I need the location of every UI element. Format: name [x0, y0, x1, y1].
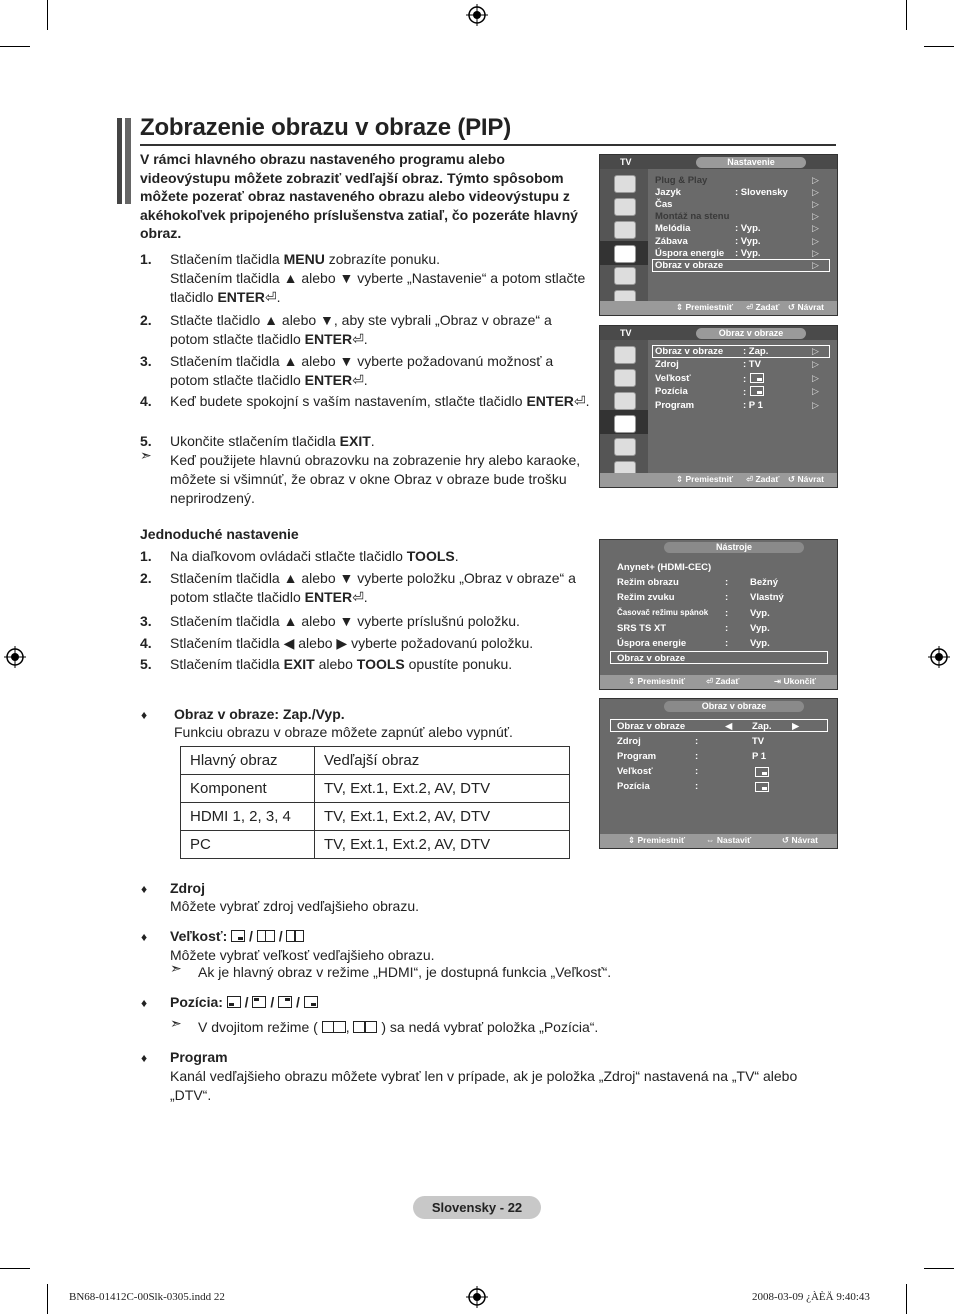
step-text: Stlačením tlačidla ▲ alebo ▼ vyberte požadovanú možnosť a potom stlačte tlačidlo ENTER⏎. [170, 353, 554, 388]
pos-top-right-icon [278, 996, 292, 1008]
osd-item-sep: : [695, 751, 699, 762]
osd-item-label: Úspora energie [655, 247, 725, 259]
osd-item-label: Čas [655, 199, 673, 211]
sound-icon [614, 369, 636, 387]
pip-inner [757, 378, 762, 381]
osd-item-label: Pozícia [617, 781, 650, 792]
osd-item-value: : TV [743, 359, 761, 371]
source-table [180, 746, 570, 859]
step-number: 3. [140, 613, 152, 629]
osd-footer [600, 675, 837, 689]
pip-size-icon [755, 767, 769, 777]
size-title: Veľkosť: [170, 928, 228, 944]
table-cell: Vedľajší obraz [315, 747, 570, 775]
osd-item-label: Časovač režimu spánok [617, 607, 709, 617]
chevron-right-icon: ▷ [812, 259, 819, 270]
note-arrow-icon: ➣ [170, 960, 182, 976]
table-cell: TV, Ext.1, Ext.2, AV, DTV [315, 803, 570, 831]
osd-item-label: SRS TS XT [617, 622, 667, 634]
table-row [181, 747, 570, 775]
osd-foot-enter: ⏎ Zadať [746, 474, 780, 484]
table-row [181, 803, 570, 831]
osd-item-value: : Vyp. [735, 223, 761, 235]
osd-foot-move: ⇕ Premiestniť [628, 835, 686, 845]
position-title-row: Pozícia: / / / [170, 993, 318, 1012]
osd-foot-move: ⇕ Premiestniť [628, 676, 686, 686]
title-divider [140, 144, 836, 146]
osd-item-label: Zdroj [655, 359, 679, 371]
print-info-left: BN68-01412C-00Slk-0305.indd 22 [69, 1291, 225, 1303]
osd-item-label: Úspora energie [617, 638, 687, 649]
osd-item-value: Bežný [750, 577, 778, 589]
osd-foot-return: ↺ Návrat [788, 474, 824, 484]
note-arrow-icon: ➣ [140, 447, 152, 463]
chevron-left-icon: ◀ [725, 721, 733, 732]
step-number: 4. [140, 393, 152, 409]
osd-selected-row [652, 259, 830, 272]
osd-foot-return: ↺ Návrat [788, 302, 824, 312]
step-text: Stlačením tlačidla ▲ alebo ▼ vyberte príslušnú položku. [170, 613, 520, 629]
table-cell: Komponent [181, 775, 315, 803]
crop-mark [924, 1268, 954, 1269]
osd-item-label: Anynet+ (HDMI-CEC) [617, 562, 712, 573]
source-title: Zdroj [170, 880, 205, 896]
osd-item-label: Obraz v obraze [655, 259, 724, 271]
osd-tab-title: Nástroje [664, 542, 804, 553]
chevron-right-icon: ▷ [812, 359, 819, 370]
program-desc: Kanál vedľajšieho obrazu môžete vybrať len v prípade, ak je položka „Zdroj“ nastavená na „TV“ alebo „DTV“. [170, 1068, 798, 1103]
osd-item-value: : P 1 [743, 399, 763, 411]
osd-pip-tools-menu [599, 698, 838, 849]
step-number: 2. [140, 312, 152, 328]
step-text: Stlačením tlačidla EXIT alebo TOOLS opustíte ponuku. [170, 656, 513, 672]
size-desc: Môžete vybrať veľkosť vedľajšieho obrazu. [170, 947, 435, 963]
table-cell: TV, Ext.1, Ext.2, AV, DTV [315, 831, 570, 859]
pos-top-left-icon [252, 996, 266, 1008]
pip-inner [762, 772, 767, 775]
osd-item-label: Montáž na stenu [655, 211, 730, 223]
osd-tv-label: TV [620, 328, 632, 338]
osd-pip-menu [599, 325, 838, 488]
step-number: 5. [140, 433, 152, 449]
bullet-icon: ♦ [141, 930, 148, 944]
bullet-icon: ♦ [141, 996, 148, 1010]
table-row [181, 831, 570, 859]
osd-footer [600, 473, 837, 487]
chevron-right-icon: ▶ [792, 721, 800, 732]
osd-foot-move: ⇕ Premiestniť [676, 302, 734, 312]
position-note-b: , [345, 1019, 350, 1035]
osd-item-sep: : [725, 577, 729, 589]
osd-item-value: TV [752, 736, 765, 747]
chevron-right-icon: ▷ [812, 199, 819, 210]
program-title: Program [170, 1049, 228, 1065]
pip-size-icon [750, 373, 764, 383]
step-text: Stlačením tlačidla ▲ alebo ▼ vyberte položku „Obraz v obraze“ a potom stlačte tlačidlo ENTER⏎. [170, 570, 576, 605]
source-desc: Môžete vybrať zdroj vedľajšieho obrazu. [170, 898, 420, 914]
position-note-c: ) sa nedá vybrať položka „Pozícia“. [381, 1019, 599, 1035]
osd-item-label: Zdroj [617, 736, 641, 747]
osd-item-label: Pozícia [655, 386, 688, 398]
pos-bottom-right-icon [304, 996, 318, 1008]
step-number: 3. [140, 353, 152, 369]
osd-item-sep: : [725, 592, 729, 604]
size-note: Ak je hlavný obraz v režime „HDMI“, je dostupná funkcia „Veľkosť“. [198, 964, 612, 980]
osd-tab-title: Obraz v obraze [664, 701, 804, 712]
size-title-row: Veľkosť: / / [170, 927, 304, 946]
osd-item-sep: : [695, 766, 699, 777]
chevron-right-icon: ▷ [812, 187, 819, 198]
note-arrow-icon: ➣ [170, 1015, 182, 1031]
setup-gear-icon [614, 415, 636, 433]
osd-setup-menu [599, 154, 838, 316]
crop-mark [0, 46, 30, 47]
registration-mark-icon [4, 646, 26, 668]
osd-item-label: Obraz v obraze [617, 721, 686, 732]
osd-foot-adjust: ⇔ Nastaviť [706, 835, 752, 845]
step-text: Stlačením tlačidla MENU zobrazíte ponuku. Stlačením tlačidla ▲ alebo ▼ vyberte „Nastavenie“ a potom stlačte tlačidlo ENTER⏎. [170, 251, 586, 305]
crop-mark [924, 46, 954, 47]
chevron-right-icon: ▷ [812, 211, 819, 222]
double-mode-wide-icon [353, 1021, 377, 1033]
osd-footer [600, 834, 837, 848]
osd-foot-enter: ⏎ Zadať [706, 676, 740, 686]
registration-mark-icon [466, 1286, 488, 1308]
table-cell: Hlavný obraz [181, 747, 315, 775]
osd-item-value: P 1 [752, 751, 767, 762]
step-text: Stlačením tlačidla ◀ alebo ▶ vyberte požadovanú položku. [170, 635, 534, 651]
osd-foot-return: ↺ Návrat [782, 835, 818, 845]
bullet-icon: ♦ [141, 1051, 148, 1065]
crop-mark [906, 0, 907, 30]
osd-item-sep: : [725, 638, 729, 649]
pip-inner [762, 787, 767, 790]
crop-mark [47, 0, 48, 30]
table-row [181, 775, 570, 803]
input-icon [614, 438, 636, 456]
osd-foot-enter: ⏎ Zadať [746, 302, 780, 312]
sound-icon [614, 198, 636, 216]
osd-item-value: Vlastný [750, 592, 784, 604]
intro-text: V rámci hlavného obrazu nastaveného programu alebo videovýstupu môžete zobraziť vedľajší obraz. Týmto spôsobom môžete pozerať obraz nastaveného obrazu alebo videovýstupu z akéhokoľvek pripojeného príslušenstva zatiaľ, čo pozeráte hlavný obraz. [140, 151, 578, 242]
osd-item-value: : Vyp. [735, 235, 761, 247]
osd-item-label: Plug & Play [655, 175, 708, 186]
print-info-right: 2008-03-09 ¿ÀÈÄ 9:40:43 [752, 1291, 870, 1303]
size-double-wide-icon [286, 930, 304, 942]
osd-item-label: Veľkosť [655, 372, 691, 384]
osd-tab-title: Nastavenie [696, 157, 806, 168]
setup-gear-icon [614, 245, 636, 263]
step-text: Na diaľkovom ovládači stlačte tlačidlo TOOLS. [170, 548, 459, 564]
crop-mark [906, 1284, 907, 1314]
osd-item-label: Program [655, 399, 695, 411]
osd-item-value: : [743, 373, 764, 385]
crop-mark [0, 1268, 30, 1269]
osd-selected-row [652, 345, 830, 358]
osd-item-label: Režim obrazu [617, 577, 679, 589]
position-note [198, 1018, 598, 1037]
osd-item-label: Jazyk [655, 187, 681, 199]
chevron-right-icon: ▷ [812, 223, 819, 234]
osd-item-label: Zábava [655, 235, 688, 247]
pip-inner [757, 391, 762, 394]
osd-item-value: : Zap. [743, 346, 769, 357]
page-number-badge: Slovensky - 22 [413, 1196, 541, 1219]
step-number: 5. [140, 656, 152, 672]
picture-icon [614, 346, 636, 364]
osd-item-value: : Slovensky [735, 187, 788, 199]
step-number: 4. [140, 635, 152, 651]
size-double-icon [257, 930, 275, 942]
osd-item-sep: : [695, 736, 699, 747]
table-cell: PC [181, 831, 315, 859]
osd-selected-row [610, 651, 828, 664]
chevron-right-icon: ▷ [812, 175, 819, 185]
crop-mark [47, 1284, 48, 1314]
chevron-right-icon: ▷ [812, 235, 819, 246]
chevron-right-icon: ▷ [812, 346, 819, 356]
registration-mark-icon [928, 646, 950, 668]
step-number: 1. [140, 548, 152, 564]
bullet-icon: ♦ [141, 882, 148, 896]
osd-item-sep: : [725, 607, 729, 619]
size-small-icon [231, 930, 245, 942]
note-text: Keď použijete hlavnú obrazovku na zobrazenie hry alebo karaoke, môžete si všimnúť, že obraz v okne Obraz v obraze bude trošku neprirodzený. [170, 452, 581, 506]
pip-onoff-title: Obraz v obraze: Zap./Vyp. [174, 706, 345, 722]
osd-item-label: Program [617, 751, 657, 762]
input-icon [614, 267, 636, 285]
osd-item-value: Vyp. [750, 622, 770, 634]
title-accent-bar [125, 118, 131, 204]
page-title: Zobrazenie obrazu v obraze (PIP) [140, 114, 512, 141]
osd-footer [600, 301, 837, 315]
step-text: Stlačte tlačidlo ▲ alebo ▼, aby ste vybrali „Obraz v obraze“ a potom stlačte tlačidlo ENTER⏎. [170, 312, 552, 347]
osd-selected-row [610, 719, 828, 732]
position-title: Pozícia: [170, 994, 223, 1010]
registration-mark-icon [466, 4, 488, 26]
bullet-icon: ♦ [141, 708, 148, 722]
chevron-right-icon: ▷ [812, 372, 819, 383]
pip-size-icon [755, 782, 769, 792]
channel-icon [614, 392, 636, 410]
step-number: 2. [140, 570, 152, 586]
simple-setup-heading: Jednoduché nastavenie [140, 526, 299, 542]
osd-item-value: Vyp. [750, 638, 770, 649]
step-text: Ukončite stlačením tlačidla EXIT. [170, 433, 375, 449]
osd-item-label: Veľkosť [617, 766, 653, 777]
osd-item-label: Obraz v obraze [617, 653, 686, 665]
osd-tv-label: TV [620, 157, 632, 167]
pip-onoff-desc: Funkciu obrazu v obraze môžete zapnúť alebo vypnúť. [174, 724, 513, 740]
chevron-right-icon: ▷ [812, 247, 819, 258]
position-note-a: V dvojitom režime ( [198, 1019, 318, 1035]
chevron-right-icon: ▷ [812, 386, 819, 397]
osd-tab-title: Obraz v obraze [696, 328, 806, 339]
double-mode-icon [322, 1021, 346, 1033]
step-text: Keď budete spokojní s vaším nastavením, stlačte tlačidlo ENTER⏎. [170, 393, 590, 409]
osd-item-value: Zap. [752, 721, 772, 732]
osd-item-label: Obraz v obraze [655, 346, 724, 357]
step-number: 1. [140, 251, 152, 267]
pos-bottom-left-icon [227, 996, 241, 1008]
osd-foot-move: ⇕ Premiestniť [676, 474, 734, 484]
osd-tools-menu [599, 539, 838, 690]
osd-item-label: Melódia [655, 223, 691, 235]
osd-item-value: Vyp. [750, 607, 770, 619]
osd-item-value: : Vyp. [735, 247, 761, 259]
pip-size-icon [750, 386, 764, 396]
channel-icon [614, 221, 636, 239]
osd-foot-exit: ⇥ Ukončiť [774, 676, 816, 686]
table-cell: TV, Ext.1, Ext.2, AV, DTV [315, 775, 570, 803]
osd-item-value: : [743, 386, 764, 398]
chevron-right-icon: ▷ [812, 399, 819, 410]
title-accent-bar [117, 118, 122, 204]
table-cell: HDMI 1, 2, 3, 4 [181, 803, 315, 831]
osd-item-sep: : [695, 781, 699, 792]
osd-item-sep: : [725, 622, 729, 634]
osd-item-label: Režim zvuku [617, 592, 675, 604]
picture-icon [614, 175, 636, 193]
